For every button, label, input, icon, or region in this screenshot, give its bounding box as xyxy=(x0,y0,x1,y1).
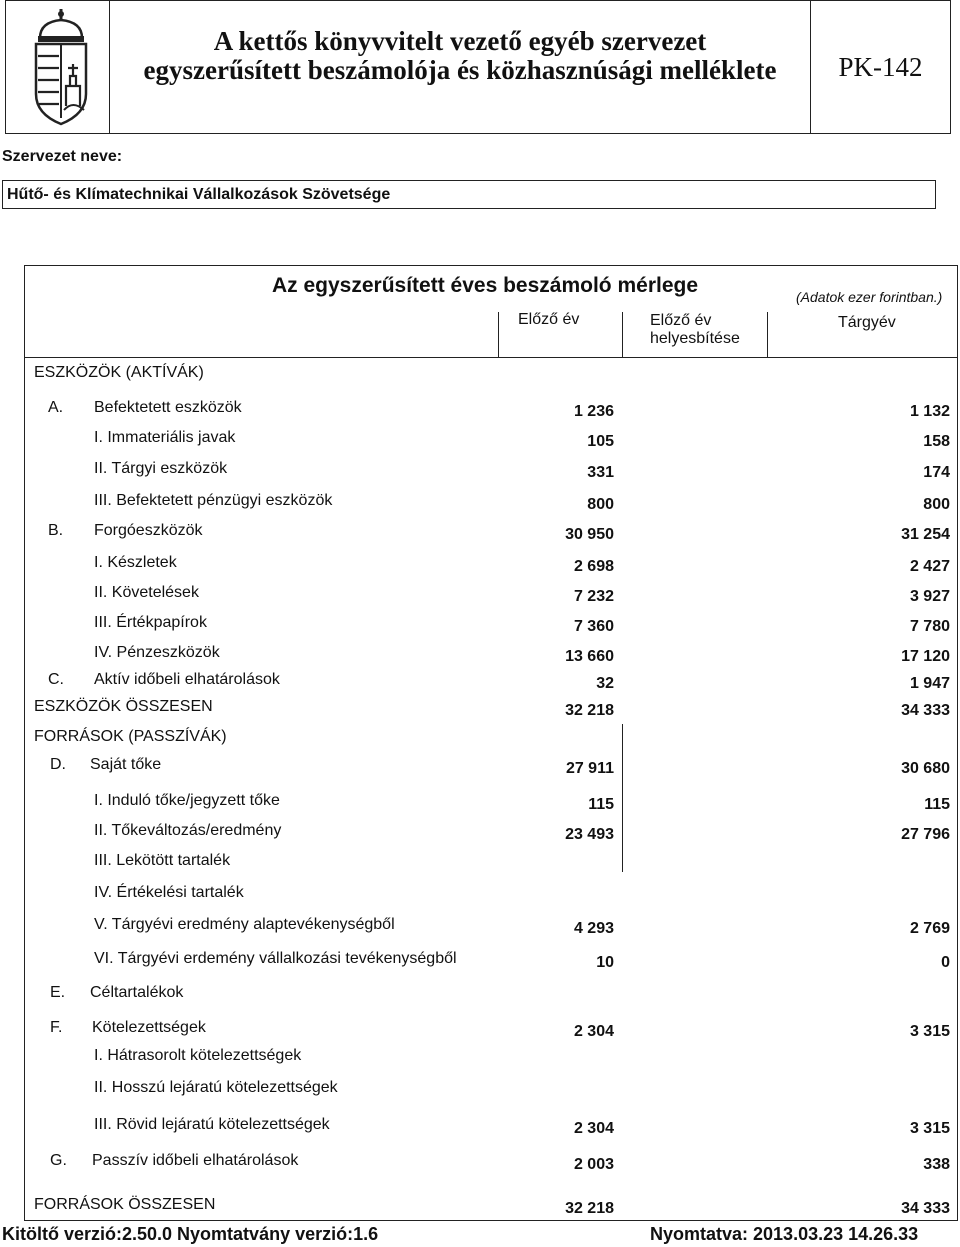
row-label: I. Készletek xyxy=(94,554,177,571)
row-value-curr: 31 254 xyxy=(901,526,950,543)
row-label: Aktív időbeli elhatárolások xyxy=(94,671,280,688)
row-label: II. Tőkeváltozás/eredmény xyxy=(94,822,282,839)
row-value-prev: 7 232 xyxy=(573,588,614,605)
balance-title: Az egyszerűsített éves beszámoló mérlege xyxy=(272,274,699,297)
footer-printed: Nyomtatva: 2013.03.23 14.26.33 xyxy=(650,1224,919,1244)
balance-row xyxy=(0,788,960,816)
row-value-curr: 3 927 xyxy=(909,588,950,605)
form-title-line1: A kettős könyvvitelt vezető egyéb szervezet xyxy=(213,26,707,56)
row-value-prev: 32 218 xyxy=(565,702,614,719)
balance-row xyxy=(0,818,960,846)
row-label: Befektetett eszközök xyxy=(94,399,242,416)
col-header-curr: Tárgyév xyxy=(838,314,896,331)
row-value-prev: 13 660 xyxy=(565,648,614,665)
balance-row xyxy=(0,610,960,638)
unit-note: (Adatok ezer forintban.) xyxy=(796,289,943,305)
balance-row xyxy=(0,724,960,752)
balance-row xyxy=(0,1043,960,1071)
coat-of-arms-icon xyxy=(26,6,96,128)
row-code: A. xyxy=(48,399,64,416)
row-label: III. Rövid lejáratú kötelezettségek xyxy=(94,1116,330,1133)
row-label: IV. Értékelési tartalék xyxy=(94,884,244,901)
balance-row xyxy=(0,1192,960,1220)
org-label: Szervezet neve: xyxy=(2,148,123,165)
balance-row xyxy=(0,395,960,423)
org-name: Hűtő- és Klímatechnikai Vállalkozások Szövetsége xyxy=(7,186,391,203)
balance-row xyxy=(0,1075,960,1103)
row-value-curr: 174 xyxy=(923,464,950,481)
row-value-curr: 1 132 xyxy=(909,403,950,420)
assets-heading: ESZKÖZÖK (AKTÍVÁK) xyxy=(34,364,204,381)
balance-row xyxy=(0,980,960,1008)
row-code: D. xyxy=(50,756,66,773)
row-value-curr: 115 xyxy=(924,796,950,813)
row-value-prev: 30 950 xyxy=(565,526,614,543)
balance-row xyxy=(0,1112,960,1140)
balance-row xyxy=(0,488,960,516)
row-label: III. Befektetett pénzügyi eszközök xyxy=(94,492,333,509)
form-title-line2: egyszerűsített beszámolója és közhasznúsági melléklete xyxy=(143,55,777,85)
row-code: F. xyxy=(50,1019,63,1036)
balance-row xyxy=(0,1015,960,1043)
row-value-prev: 2 304 xyxy=(573,1023,614,1040)
row-value-prev: 27 911 xyxy=(565,760,614,777)
row-label: Kötelezettségek xyxy=(92,1019,206,1036)
col-header-adj-line2: helyesbítése xyxy=(650,330,740,347)
row-label: III. Lekötött tartalék xyxy=(94,852,231,869)
balance-row xyxy=(0,550,960,578)
row-value-prev: 115 xyxy=(588,796,614,813)
row-label: ESZKÖZÖK ÖSSZESEN xyxy=(34,698,213,715)
balance-row xyxy=(0,1148,960,1176)
form-title xyxy=(110,27,810,85)
row-code: C. xyxy=(48,671,64,688)
row-value-prev: 331 xyxy=(587,464,614,481)
balance-row xyxy=(0,752,960,780)
row-value-curr: 34 333 xyxy=(901,1200,950,1217)
row-value-curr: 800 xyxy=(923,496,950,513)
row-label: IV. Pénzeszközök xyxy=(94,644,220,661)
row-label: V. Tárgyévi eredmény alaptevékenységből xyxy=(94,916,395,933)
row-label: I. Induló tőke/jegyzett tőke xyxy=(94,792,280,809)
row-value-curr: 27 796 xyxy=(901,826,950,843)
row-label: II. Tárgyi eszközök xyxy=(94,460,228,477)
row-value-curr: 2 769 xyxy=(909,920,950,937)
balance-row xyxy=(0,912,960,940)
row-label: Passzív időbeli elhatárolások xyxy=(92,1152,299,1169)
row-value-prev: 105 xyxy=(587,433,614,450)
form-code: PK-142 xyxy=(838,52,923,82)
row-value-curr: 338 xyxy=(923,1156,950,1173)
row-value-prev: 32 218 xyxy=(565,1200,614,1217)
row-value-curr: 158 xyxy=(923,433,950,450)
row-label: II. Hosszú lejáratú kötelezettségek xyxy=(94,1079,338,1096)
row-label: Forgóeszközök xyxy=(94,522,203,539)
row-value-curr: 0 xyxy=(941,954,950,971)
row-label: FORRÁSOK (PASSZÍVÁK) xyxy=(34,728,227,745)
balance-row xyxy=(0,580,960,608)
row-label: III. Értékpapírok xyxy=(94,614,207,631)
row-label: Céltartalékok xyxy=(90,984,184,1001)
row-code: B. xyxy=(48,522,64,539)
balance-row xyxy=(0,456,960,484)
row-value-curr: 30 680 xyxy=(901,760,950,777)
row-value-prev: 32 xyxy=(596,675,614,692)
row-value-curr: 17 120 xyxy=(901,648,950,665)
row-value-prev: 2 003 xyxy=(573,1156,614,1173)
row-value-prev: 7 360 xyxy=(573,618,614,635)
balance-row xyxy=(0,667,960,695)
row-value-prev: 800 xyxy=(587,496,614,513)
balance-row xyxy=(0,946,960,974)
balance-row xyxy=(0,694,960,722)
balance-row xyxy=(0,880,960,908)
col-header-prev: Előző év xyxy=(518,311,580,328)
row-value-prev: 1 236 xyxy=(573,403,614,420)
row-value-prev: 2 304 xyxy=(573,1120,614,1137)
footer-version: Kitöltő verzió:2.50.0 Nyomtatvány verzió:1.6 xyxy=(2,1224,379,1244)
row-label: Saját tőke xyxy=(90,756,162,773)
balance-row xyxy=(0,518,960,546)
row-value-curr: 7 780 xyxy=(909,618,950,635)
row-value-curr: 3 315 xyxy=(909,1120,950,1137)
row-label: I. Immateriális javak xyxy=(94,429,236,446)
row-value-prev: 23 493 xyxy=(565,826,614,843)
row-value-curr: 3 315 xyxy=(909,1023,950,1040)
row-value-curr: 1 947 xyxy=(909,675,950,692)
row-label: I. Hátrasorolt kötelezettségek xyxy=(94,1047,302,1064)
row-code: E. xyxy=(50,984,66,1001)
row-code: G. xyxy=(50,1152,67,1169)
balance-row xyxy=(0,848,960,876)
balance-row xyxy=(0,640,960,668)
row-value-prev: 10 xyxy=(596,954,614,971)
col-header-adj-line1: Előző év xyxy=(650,312,712,329)
row-label: VI. Tárgyévi erdemény vállalkozási tevékenységből xyxy=(94,950,457,967)
row-label: II. Követelések xyxy=(94,584,199,601)
row-value-curr: 2 427 xyxy=(909,558,950,575)
row-value-prev: 2 698 xyxy=(573,558,614,575)
balance-row xyxy=(0,425,960,453)
col-header-adjustment xyxy=(650,312,740,348)
row-value-prev: 4 293 xyxy=(573,920,614,937)
row-label: FORRÁSOK ÖSSZESEN xyxy=(34,1196,216,1213)
row-value-curr: 34 333 xyxy=(901,702,950,719)
